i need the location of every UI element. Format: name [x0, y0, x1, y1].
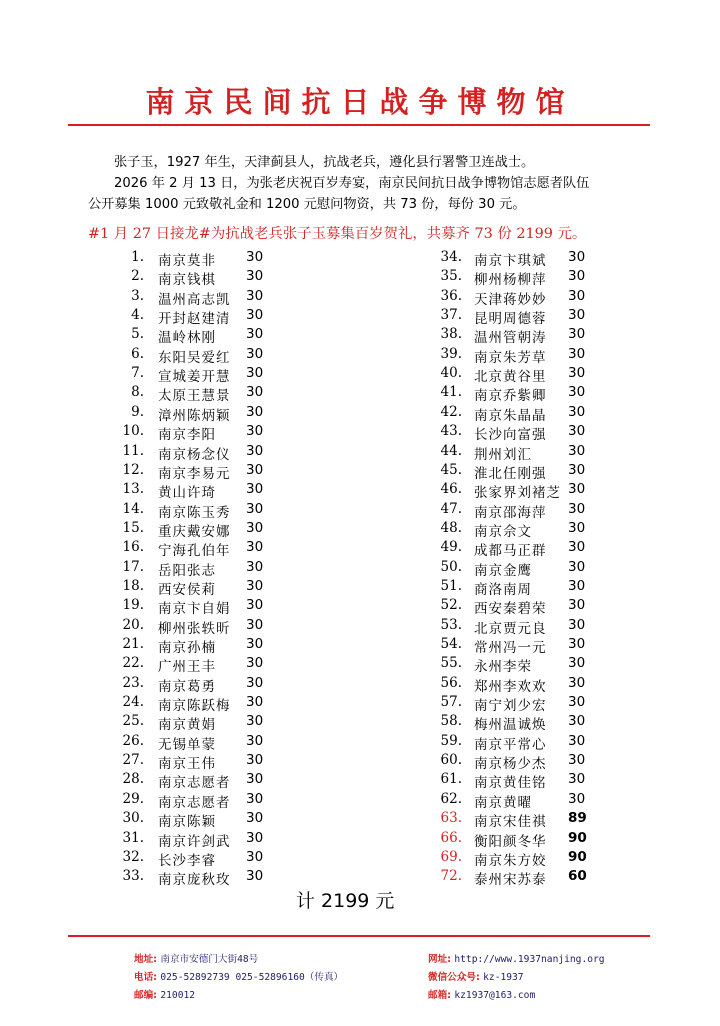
donor-amount: 30: [246, 365, 264, 382]
donor-number: 26.: [122, 732, 144, 749]
donor-name: 南京杨念仪: [158, 446, 231, 463]
footer-wechat-label: 微信公众号:: [428, 972, 480, 983]
donor-number: 49.: [440, 539, 462, 556]
footer-postcode: [134, 987, 195, 1001]
donor-number: 18.: [122, 577, 144, 594]
donor-name: 南京朱晶晶: [474, 407, 547, 424]
footer-wechat-value: kz-1937: [483, 972, 524, 983]
donor-number: 28.: [122, 771, 144, 788]
donor-amount: 30: [568, 519, 586, 536]
donor-amount: 30: [568, 577, 586, 594]
footer-web-value[interactable]: http://www.1937nanjing.org: [454, 954, 605, 965]
donor-name: 南京葛勇: [158, 678, 216, 695]
donor-amount: 30: [246, 790, 264, 807]
donor-amount: 30: [246, 655, 264, 672]
donor-number: 69.: [440, 848, 462, 865]
donor-amount: 30: [246, 307, 264, 324]
donor-number: 29.: [122, 790, 144, 807]
donor-amount: 30: [568, 655, 586, 672]
footer-address-value: 南京市安德门大街48号: [160, 954, 259, 965]
donor-amount: 30: [246, 442, 264, 459]
donor-amount: 90: [568, 848, 587, 865]
donor-name: 南京孙楠: [158, 640, 216, 656]
donor-number: 5.: [131, 326, 144, 343]
donor-number: 27.: [122, 752, 144, 769]
donor-amount: 30: [246, 713, 264, 730]
donor-name: 南京陈颖: [158, 814, 216, 831]
total-amount: 计 2199 元: [296, 890, 395, 912]
donor-amount: 30: [568, 771, 586, 788]
donor-number: 3.: [131, 287, 144, 304]
donor-amount: 30: [568, 790, 586, 807]
donor-amount: 30: [568, 442, 586, 459]
intro-line-2: 2026 年 2 月 13 日，为张老庆祝百岁寿宴，南京民间抗日战争博物馆志愿者队伍: [114, 176, 590, 191]
footer-web-label: 网址:: [428, 954, 452, 965]
donor-amount: 30: [568, 597, 586, 614]
donor-name: 宣城姜开慧: [158, 369, 231, 386]
donor-amount: 30: [246, 848, 264, 865]
page-title: 南京民间抗日战争博物馆: [145, 85, 575, 119]
donor-amount: 30: [568, 500, 586, 517]
donor-amount: 30: [246, 694, 264, 711]
donor-number: 17.: [122, 558, 144, 575]
donor-name: 昆明周德蓉: [474, 311, 547, 328]
footer-postcode-label: 邮编:: [134, 990, 158, 1001]
donor-name: 南京陈跃梅: [158, 698, 231, 715]
donor-number: 15.: [122, 519, 144, 536]
donor-name: 南京李阳: [158, 427, 216, 444]
donor-number: 30.: [122, 810, 144, 827]
donor-number: 13.: [122, 481, 144, 498]
donor-number: 14.: [122, 500, 144, 517]
donor-name: 梅州温诚焕: [474, 717, 547, 734]
donor-number: 48.: [440, 519, 462, 536]
donor-name: 温州高志凯: [158, 291, 231, 308]
donor-number: 63.: [440, 810, 462, 827]
donor-name: 商洛南周: [474, 581, 532, 598]
donor-number: 47.: [440, 500, 462, 517]
donor-amount: 30: [568, 384, 586, 401]
donor-number: 43.: [440, 423, 462, 440]
donor-name: 南京朱方姣: [474, 852, 547, 869]
donor-amount: 90: [568, 829, 587, 846]
donor-number: 44.: [440, 442, 462, 459]
donor-number: 53.: [440, 616, 462, 633]
donor-name: 南京朱芳草: [474, 349, 547, 366]
donor-name: 西安侯莉: [158, 581, 216, 598]
donor-name: 南京宋佳祺: [474, 814, 547, 831]
donor-number: 19.: [122, 597, 144, 614]
donor-number: 72.: [440, 868, 462, 885]
donor-amount: 30: [246, 752, 264, 769]
intro-paragraph: [88, 152, 648, 215]
intro-line-3: 公开募集 1000 元致敬礼金和 1200 元慰问物资，共 73 份，每份 30 元。: [88, 197, 526, 212]
footer-address: [134, 951, 258, 965]
donor-number: 55.: [440, 655, 462, 672]
donor-amount: 30: [246, 868, 264, 885]
donor-amount: 30: [246, 810, 264, 827]
donor-amount: 30: [246, 345, 264, 362]
donor-number: 60.: [440, 752, 462, 769]
donor-amount: 30: [246, 268, 264, 285]
footer-web: [428, 951, 605, 965]
donor-name: 南京黄曜: [474, 794, 532, 811]
donor-name: 南京卞琪斌: [474, 253, 547, 269]
donor-amount: 30: [246, 519, 264, 536]
donor-amount: 30: [246, 461, 264, 478]
donor-number: 1.: [131, 249, 144, 265]
footer-email-label: 邮箱:: [428, 990, 452, 1001]
donor-amount: 30: [246, 616, 264, 633]
donor-amount: 30: [568, 539, 586, 556]
donor-name: 广州王丰: [158, 659, 216, 676]
donor-name: 北京黄谷里: [474, 369, 547, 386]
donor-name: 南京佘文: [474, 523, 532, 540]
donor-amount: 30: [246, 481, 264, 498]
donor-number: 16.: [122, 539, 144, 556]
donor-name: 南京杨少杰: [474, 756, 547, 773]
donor-amount: 30: [568, 461, 586, 478]
donor-number: 22.: [122, 655, 144, 672]
donor-name: 柳州杨柳萍: [474, 272, 547, 289]
donor-name: 成都马正群: [474, 543, 547, 560]
footer-wechat: [428, 969, 524, 983]
donor-amount: 30: [568, 249, 586, 265]
donor-number: 52.: [440, 597, 462, 614]
donor-number: 4.: [131, 307, 144, 324]
donor-amount: 30: [246, 539, 264, 556]
donor-name: 南宁刘少宏: [474, 698, 547, 715]
donor-name: 南京王伟: [158, 756, 216, 773]
donor-amount: 30: [568, 558, 586, 575]
donor-name: 重庆戴安娜: [158, 523, 231, 540]
donor-number: 32.: [122, 848, 144, 865]
donor-name: 南京乔紫卿: [474, 388, 547, 405]
donor-number: 40.: [440, 365, 462, 382]
donor-name: 南京志愿者: [158, 775, 231, 792]
donor-name: 张家界刘褚芝: [474, 485, 561, 502]
donor-number: 59.: [440, 732, 462, 749]
donor-name: 南京莫非: [158, 253, 216, 269]
donor-amount: 30: [568, 636, 586, 652]
footer-postcode-value: 210012: [160, 990, 196, 1001]
donor-amount: 30: [246, 597, 264, 614]
donor-number: 8.: [131, 384, 144, 401]
donor-number: 66.: [440, 829, 462, 846]
donor-number: 12.: [122, 461, 144, 478]
donor-amount: 30: [568, 694, 586, 711]
donor-number: 33.: [122, 868, 144, 885]
donor-name: 温岭林刚: [158, 330, 216, 347]
donor-name: 南京庞秋玫: [158, 872, 231, 889]
donor-name: 长沙李睿: [158, 852, 216, 869]
footer-phone: [134, 969, 343, 983]
donor-number: 34.: [440, 249, 462, 265]
donor-name: 天津蒋妙妙: [474, 291, 547, 308]
donor-number: 50.: [440, 558, 462, 575]
footer-email-value[interactable]: kz1937@163.com: [454, 990, 536, 1001]
donor-number: 54.: [440, 636, 462, 652]
footer-email: [428, 987, 535, 1001]
donor-name: 泰州宋苏泰: [474, 872, 547, 889]
donor-name: 南京平常心: [474, 736, 547, 753]
donor-amount: 30: [568, 403, 586, 420]
donor-amount: 30: [568, 365, 586, 382]
donor-name: 永州李荣: [474, 659, 532, 676]
donor-number: 46.: [440, 481, 462, 498]
donor-name: 西安秦碧荣: [474, 601, 547, 618]
donor-amount: 30: [568, 326, 586, 343]
donor-number: 31.: [122, 829, 144, 846]
donor-number: 21.: [122, 636, 144, 652]
donor-amount: 30: [246, 326, 264, 343]
donor-number: 45.: [440, 461, 462, 478]
donor-amount: 30: [246, 403, 264, 420]
donor-amount: 30: [568, 481, 586, 498]
donor-name: 南京许剑武: [158, 833, 231, 850]
header-divider: [68, 124, 650, 126]
donor-name: 常州冯一元: [474, 640, 547, 656]
donor-name: 南京钱棋: [158, 272, 216, 289]
donor-amount: 30: [246, 249, 264, 265]
donor-amount: 60: [568, 868, 587, 885]
donor-amount: 30: [568, 287, 586, 304]
donor-number: 2.: [131, 268, 144, 285]
donor-number: 10.: [122, 423, 144, 440]
donor-number: 20.: [122, 616, 144, 633]
donor-name: 淮北任刚强: [474, 465, 547, 482]
donor-number: 35.: [440, 268, 462, 285]
donor-name: 无锡单蒙: [158, 736, 216, 753]
footer-address-label: 地址:: [134, 954, 158, 965]
donor-number: 37.: [440, 307, 462, 324]
donor-amount: 30: [568, 674, 586, 691]
donor-number: 36.: [440, 287, 462, 304]
donor-amount: 30: [246, 423, 264, 440]
relay-summary: #1 月 27 日接龙#为抗战老兵张子玉募集百岁贺礼，共募齐 73 份 2199 元。: [88, 226, 587, 242]
donor-name: 宁海孔伯年: [158, 543, 231, 560]
donor-amount: 30: [568, 268, 586, 285]
donor-name: 南京黄佳铭: [474, 775, 547, 792]
donor-number: 9.: [131, 403, 144, 420]
donor-amount: 30: [246, 732, 264, 749]
donor-name: 长沙向富强: [474, 427, 547, 444]
donor-name: 温州管朝涛: [474, 330, 547, 347]
donor-amount: 30: [568, 732, 586, 749]
donor-amount: 30: [246, 771, 264, 788]
donor-name: 南京金鹰: [474, 562, 532, 579]
intro-line-1: 张子玉，1927 年生，天津蓟县人，抗战老兵，遵化县行署警卫连战士。: [114, 155, 535, 170]
donor-number: 61.: [440, 771, 462, 788]
donor-amount: 30: [568, 423, 586, 440]
donor-amount: 30: [246, 287, 264, 304]
donor-name: 黄山许琦: [158, 485, 216, 502]
donor-number: 11.: [122, 442, 144, 459]
footer-phone-label: 电话:: [134, 972, 158, 983]
donor-number: 39.: [440, 345, 462, 362]
donor-number: 62.: [440, 790, 462, 807]
donor-name: 南京陈玉秀: [158, 504, 231, 521]
donor-amount: 30: [246, 500, 264, 517]
donor-number: 23.: [122, 674, 144, 691]
donor-name: 岳阳张志: [158, 562, 216, 579]
donor-amount: 30: [246, 384, 264, 401]
donor-amount: 30: [246, 636, 264, 652]
donor-name: 东阳吴爱红: [158, 349, 231, 366]
donor-name: 南京志愿者: [158, 794, 231, 811]
donor-name: 太原王慧景: [158, 388, 231, 405]
donor-number: 56.: [440, 674, 462, 691]
donor-number: 6.: [131, 345, 144, 362]
donor-number: 41.: [440, 384, 462, 401]
donor-number: 24.: [122, 694, 144, 711]
donor-name: 南京李易元: [158, 465, 231, 482]
donor-amount: 89: [568, 810, 587, 827]
donor-name: 开封赵建清: [158, 311, 231, 328]
donor-number: 58.: [440, 713, 462, 730]
donor-name: 漳州陈炳颖: [158, 407, 231, 424]
donor-name: 南京卞自娟: [158, 601, 231, 618]
footer-phone-value: 025-52892739 025-52896160（传真）: [160, 972, 344, 983]
donor-number: 7.: [131, 365, 144, 382]
donor-number: 25.: [122, 713, 144, 730]
donor-amount: 30: [568, 345, 586, 362]
donor-number: 42.: [440, 403, 462, 420]
donor-name: 柳州张轶昕: [158, 620, 231, 637]
donor-amount: 30: [568, 616, 586, 633]
donor-number: 38.: [440, 326, 462, 343]
donor-number: 51.: [440, 577, 462, 594]
donor-number: 57.: [440, 694, 462, 711]
donor-name: 南京黄娟: [158, 717, 216, 734]
donor-amount: 30: [568, 307, 586, 324]
donor-name: 南京邵海萍: [474, 504, 547, 521]
donor-amount: 30: [246, 674, 264, 691]
donor-amount: 30: [246, 558, 264, 575]
donor-amount: 30: [246, 829, 264, 846]
donor-amount: 30: [246, 577, 264, 594]
donor-name: 郑州李欢欢: [474, 678, 547, 695]
donor-name: 荆州刘汇: [474, 446, 532, 463]
donor-name: 衡阳颜冬华: [474, 833, 547, 850]
donor-amount: 30: [568, 752, 586, 769]
footer-divider: [68, 935, 650, 937]
donor-name: 北京贾元良: [474, 620, 547, 637]
donor-amount: 30: [568, 713, 586, 730]
